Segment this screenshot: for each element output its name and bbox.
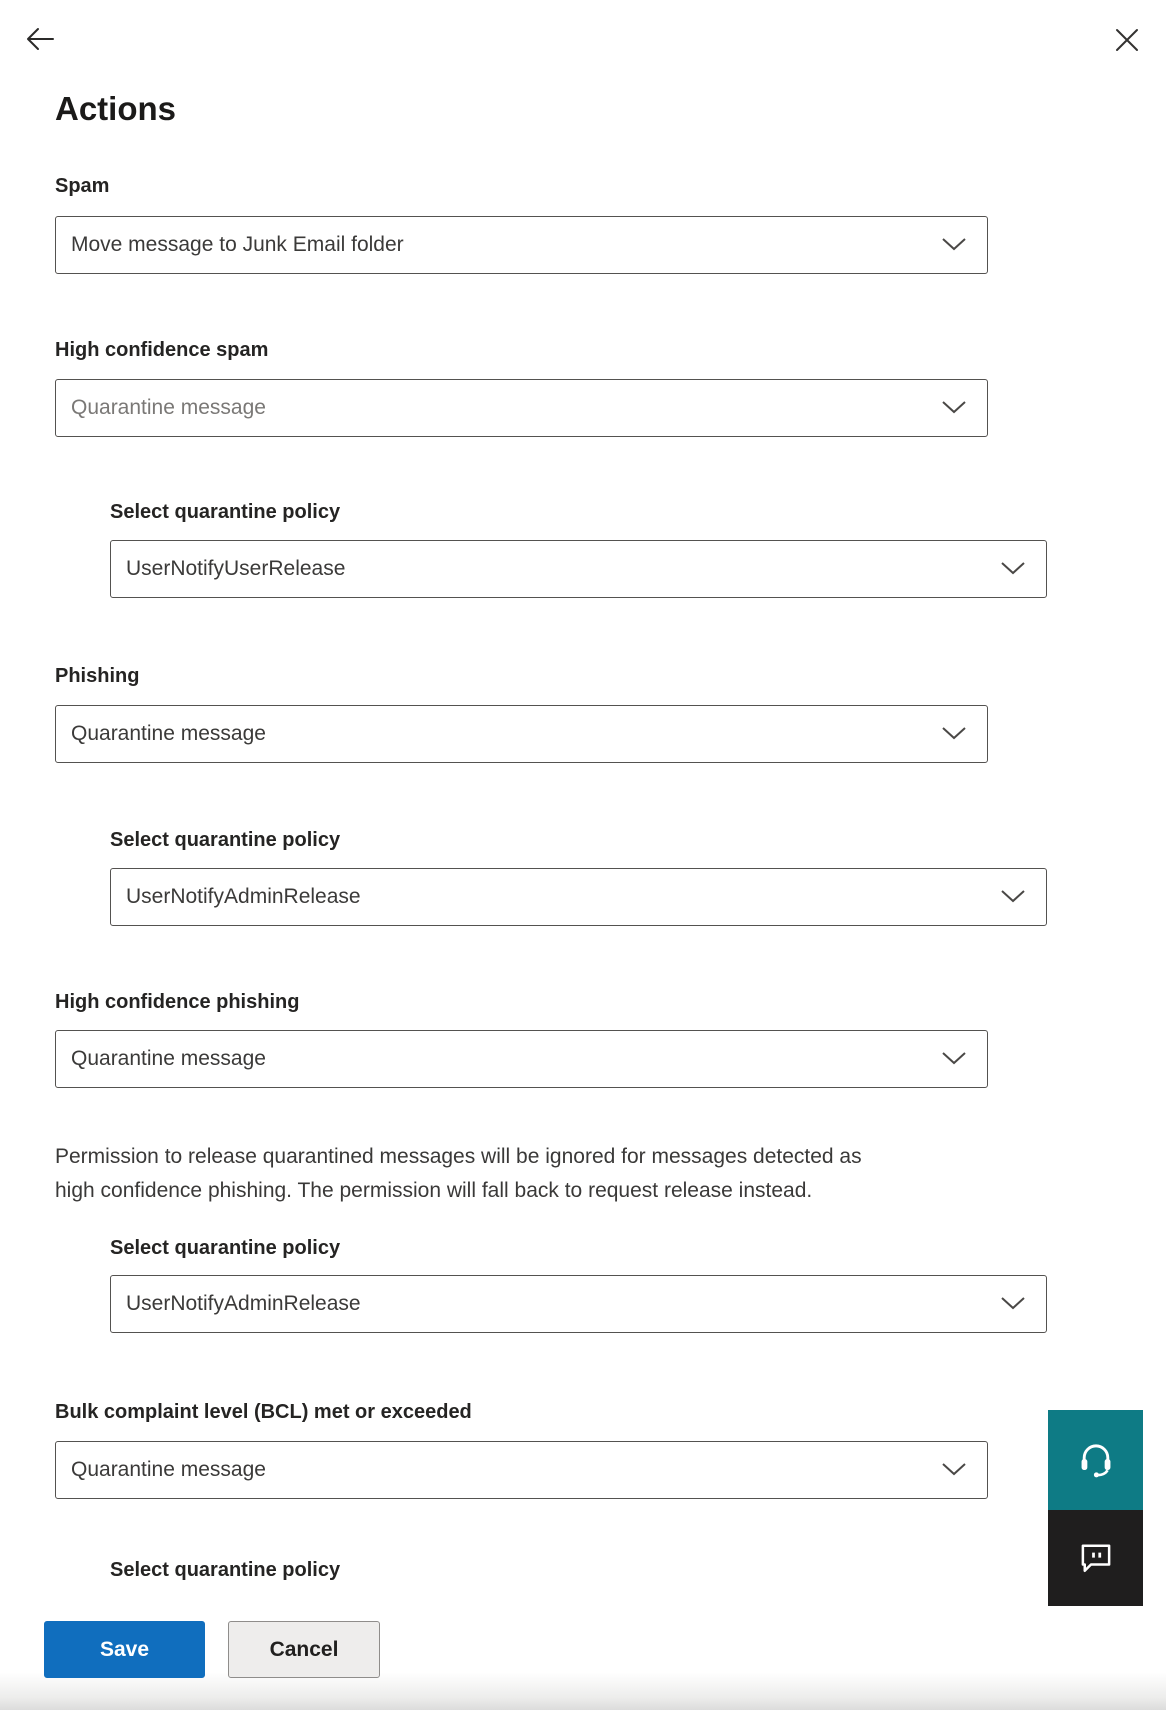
chevron-down-icon xyxy=(1000,885,1026,909)
chevron-down-icon xyxy=(941,233,967,257)
hcs-quarantine-policy-dropdown[interactable] xyxy=(110,540,1047,598)
support-button[interactable] xyxy=(1048,1410,1143,1510)
chevron-down-icon xyxy=(941,722,967,746)
high-confidence-phishing-label: High confidence phishing xyxy=(55,991,300,1013)
hcp-quarantine-policy-label: Select quarantine policy xyxy=(110,1237,341,1259)
chevron-down-icon xyxy=(941,396,967,420)
footer-action-bar xyxy=(0,1584,1166,1710)
high-confidence-phishing-action-dropdown[interactable] xyxy=(55,1030,988,1088)
bcl-label: Bulk complaint level (BCL) met or exceeded xyxy=(55,1401,472,1423)
hcp-permission-note-line2: high confidence phishing. The permission will fall back to request release instead. xyxy=(55,1179,813,1202)
hcs-quarantine-policy-value: UserNotifyUserRelease xyxy=(126,557,346,580)
chevron-down-icon xyxy=(941,1458,967,1482)
feedback-button[interactable] xyxy=(1048,1510,1143,1606)
bcl-quarantine-policy-label: Select quarantine policy xyxy=(110,1559,341,1581)
chevron-down-icon xyxy=(1000,1292,1026,1316)
phishing-action-dropdown[interactable] xyxy=(55,705,988,763)
hcp-quarantine-policy-dropdown[interactable] xyxy=(110,1275,1047,1333)
spam-label: Spam xyxy=(55,175,110,197)
save-button[interactable]: Save xyxy=(44,1621,205,1678)
page-title: Actions xyxy=(55,90,177,127)
phishing-action-value: Quarantine message xyxy=(71,722,266,745)
hcs-quarantine-policy-label: Select quarantine policy xyxy=(110,501,341,523)
bcl-action-dropdown[interactable] xyxy=(55,1441,988,1499)
phishing-quarantine-policy-dropdown[interactable] xyxy=(110,868,1047,926)
cancel-button[interactable]: Cancel xyxy=(228,1621,380,1678)
phishing-quarantine-policy-value: UserNotifyAdminRelease xyxy=(126,885,361,908)
hcp-permission-note-line1: Permission to release quarantined messages will be ignored for messages detected as xyxy=(55,1145,862,1168)
high-confidence-spam-action-dropdown[interactable] xyxy=(55,379,988,437)
phishing-label: Phishing xyxy=(55,665,140,687)
headset-icon xyxy=(1075,1438,1117,1483)
close-icon xyxy=(1112,43,1142,58)
hcp-quarantine-policy-value: UserNotifyAdminRelease xyxy=(126,1292,361,1315)
hcp-permission-note xyxy=(55,1140,862,1208)
back-arrow-icon xyxy=(22,44,56,59)
back-button[interactable] xyxy=(22,22,56,56)
spam-action-dropdown[interactable] xyxy=(55,216,988,274)
phishing-quarantine-policy-label: Select quarantine policy xyxy=(110,829,341,851)
close-button[interactable] xyxy=(1112,25,1142,55)
bcl-action-value: Quarantine message xyxy=(71,1458,266,1481)
high-confidence-spam-label: High confidence spam xyxy=(55,339,269,361)
chevron-down-icon xyxy=(1000,557,1026,581)
high-confidence-spam-action-value: Quarantine message xyxy=(71,396,266,419)
spam-action-value: Move message to Junk Email folder xyxy=(71,233,404,256)
chevron-down-icon xyxy=(941,1047,967,1071)
high-confidence-phishing-action-value: Quarantine message xyxy=(71,1047,266,1070)
feedback-icon xyxy=(1076,1537,1116,1580)
